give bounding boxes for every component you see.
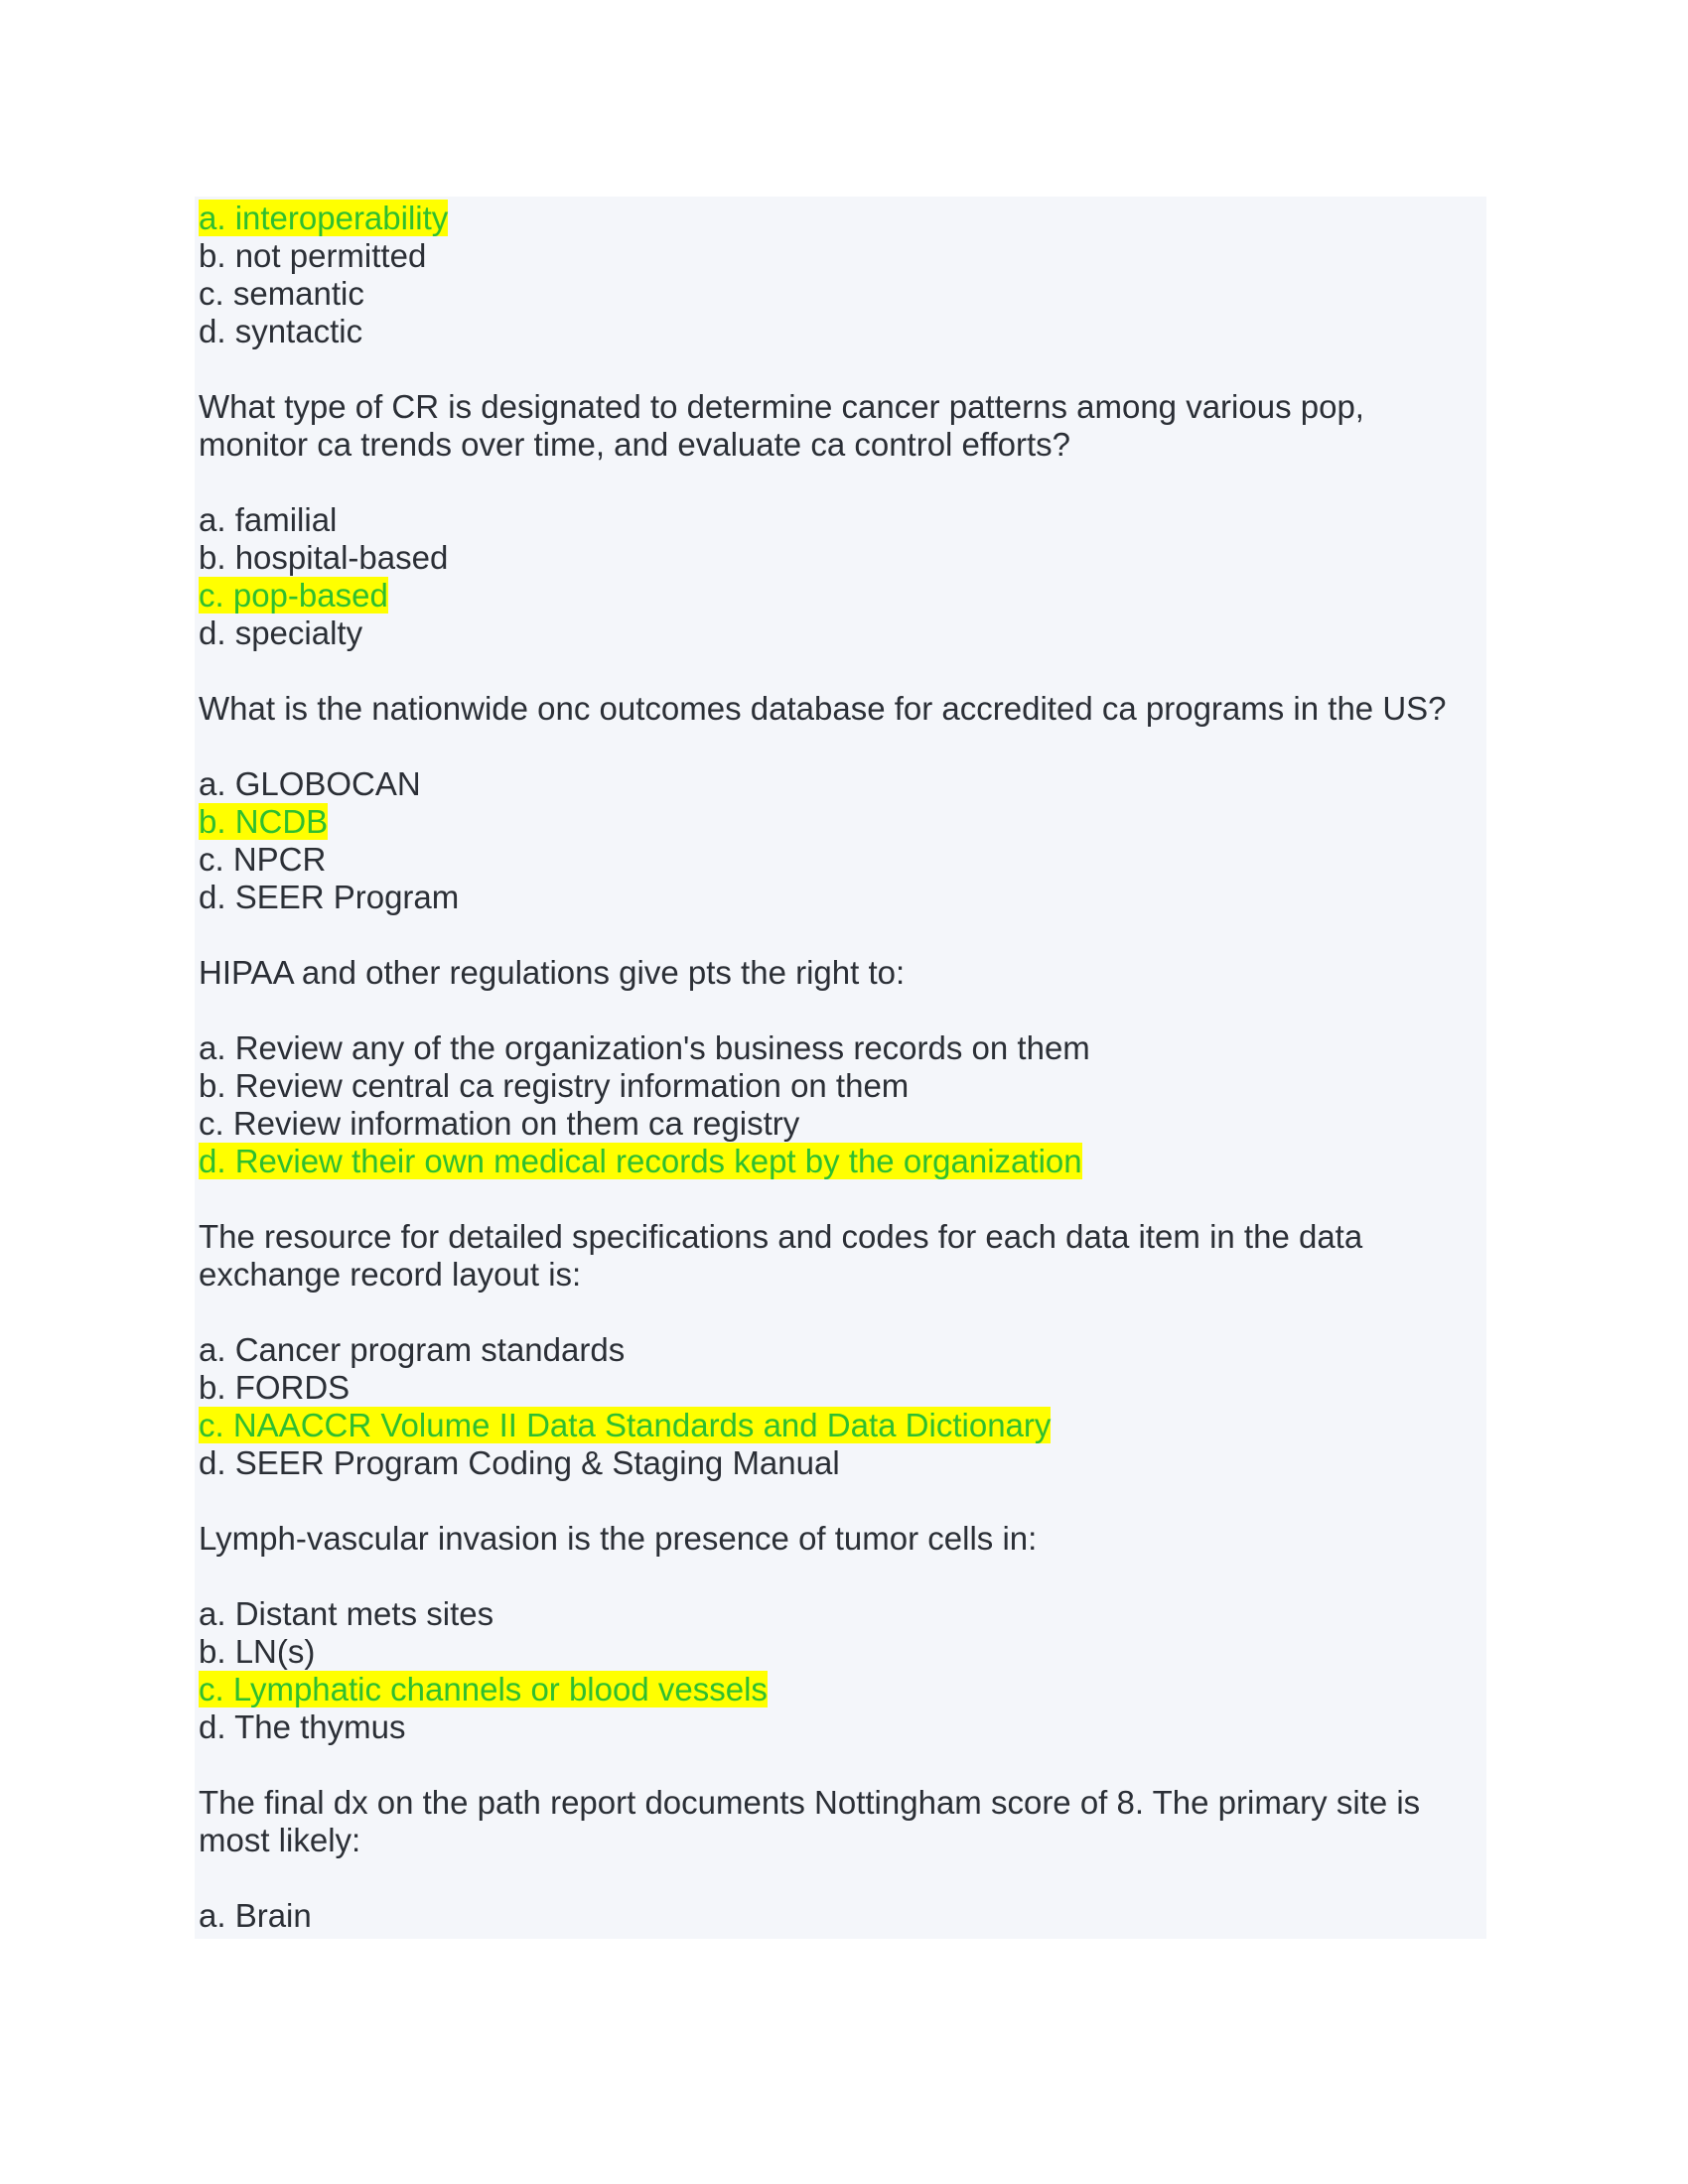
- question-spacer: [199, 1558, 1479, 1595]
- answer-option: a. Brain: [199, 1897, 312, 1934]
- question-spacer: [199, 992, 1479, 1029]
- answer-option: a. GLOBOCAN: [199, 765, 421, 802]
- answer-option: b. hospital-based: [199, 539, 449, 576]
- question-block: [199, 388, 1479, 652]
- answer-options: [199, 1029, 1479, 1180]
- answer-option: c. NPCR: [199, 841, 327, 878]
- correct-answer-highlight: d. Review their own medical records kept by the organization: [199, 1143, 1082, 1179]
- question-text: exchange record layout is:: [199, 1256, 582, 1293]
- answer-options: [199, 200, 1479, 350]
- answer-option: d. The thymus: [199, 1708, 406, 1745]
- question-text: monitor ca trends over time, and evaluate ca control efforts?: [199, 426, 1071, 463]
- question-text: What type of CR is designated to determine cancer patterns among various pop,: [199, 388, 1364, 425]
- answer-options: [199, 501, 1479, 652]
- block-spacer: [199, 916, 1479, 954]
- question-text: The final dx on the path report documents Nottingham score of 8. The primary site is: [199, 1784, 1421, 1821]
- answer-option: a. familial: [199, 501, 338, 538]
- block-spacer: [199, 1482, 1479, 1520]
- correct-answer-highlight: b. NCDB: [199, 803, 329, 840]
- correct-answer-highlight: a. interoperability: [199, 200, 449, 236]
- answer-option: d. specialty: [199, 614, 363, 651]
- answer-option: [199, 1671, 1479, 1708]
- question-spacer: [199, 1294, 1479, 1331]
- answer-option: a. Review any of the organization's business records on them: [199, 1029, 1090, 1066]
- question-text: HIPAA and other regulations give pts the right to:: [199, 954, 906, 991]
- question-block: [199, 1520, 1479, 1746]
- question-block: [199, 1784, 1479, 1935]
- correct-answer-highlight: c. NAACCR Volume II Data Standards and Data Dictionary: [199, 1407, 1052, 1443]
- block-spacer: [199, 1746, 1479, 1784]
- answer-options: [199, 1595, 1479, 1746]
- question-text: Lymph-vascular invasion is the presence of tumor cells in:: [199, 1520, 1038, 1557]
- question-block: [199, 690, 1479, 916]
- question-text: most likely:: [199, 1822, 361, 1858]
- question-spacer: [199, 728, 1479, 765]
- answer-options: [199, 765, 1479, 916]
- answer-option: [199, 803, 1479, 841]
- answer-option: a. Cancer program standards: [199, 1331, 626, 1368]
- question-spacer: [199, 464, 1479, 501]
- block-spacer: [199, 350, 1479, 388]
- answer-options: [199, 1897, 1479, 1935]
- answer-option: [199, 577, 1479, 614]
- answer-option: b. LN(s): [199, 1633, 316, 1670]
- answer-option: c. Review information on them ca registry: [199, 1105, 800, 1142]
- answer-options: [199, 1331, 1479, 1482]
- question-block: [199, 200, 1479, 350]
- question-block: [199, 1218, 1479, 1482]
- answer-option: a. Distant mets sites: [199, 1595, 494, 1632]
- answer-option: [199, 1143, 1479, 1180]
- question-block: [199, 954, 1479, 1180]
- answer-option: [199, 200, 1479, 237]
- answer-option: c. semantic: [199, 275, 364, 312]
- answer-option: [199, 1407, 1479, 1444]
- question-text: The resource for detailed specifications and codes for each data item in the data: [199, 1218, 1363, 1255]
- block-spacer: [199, 1180, 1479, 1218]
- question-text: What is the nationwide onc outcomes database for accredited ca programs in the US?: [199, 690, 1447, 727]
- answer-option: d. syntactic: [199, 313, 363, 349]
- block-spacer: [199, 652, 1479, 690]
- correct-answer-highlight: c. Lymphatic channels or blood vessels: [199, 1671, 768, 1707]
- correct-answer-highlight: c. pop-based: [199, 577, 388, 614]
- answer-option: b. FORDS: [199, 1369, 351, 1406]
- answer-option: d. SEER Program Coding & Staging Manual: [199, 1444, 840, 1481]
- question-spacer: [199, 1859, 1479, 1897]
- answer-option: d. SEER Program: [199, 879, 460, 915]
- answer-option: b. not permitted: [199, 237, 427, 274]
- quiz-content: [199, 200, 1479, 1935]
- answer-option: b. Review central ca registry information on them: [199, 1067, 910, 1104]
